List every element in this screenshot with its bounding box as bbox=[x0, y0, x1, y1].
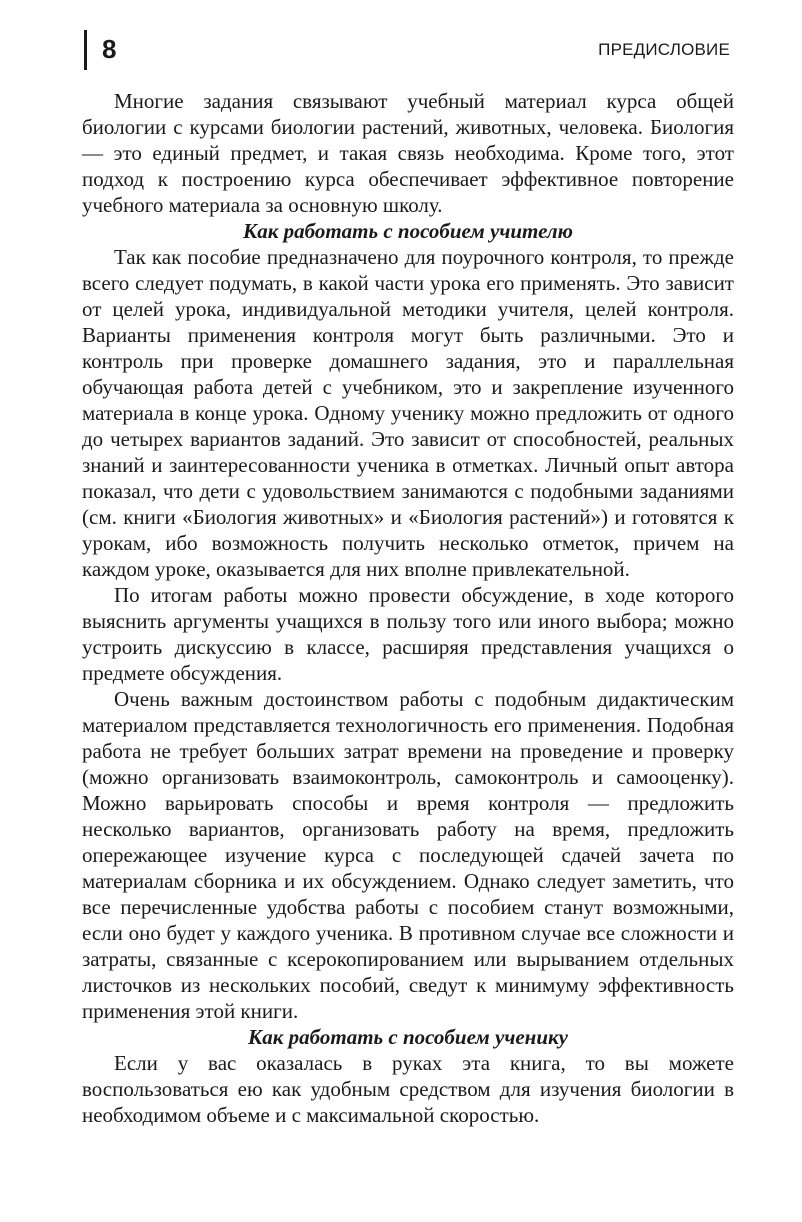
student-section-heading: Как работать с пособием ученику bbox=[248, 1025, 568, 1049]
intro-paragraph: Многие задания связывают учебный материал курса общей биологии с курсами биологии растений, животных, человека. Биология — это единый предмет, и такая связь необходима. Кроме того, этот подход к построению курса обеспечивает эффективное повторение учебного материала за основную школу. bbox=[82, 89, 734, 217]
teacher-paragraph-3: Очень важным достоинством работы с подобным дидактическим материалом представляется технологичность его применения. Подобная работа не требует больших затрат времени на проведение и проверку (можно организовать взаимоконтроль, самоконтроль и самооценку). Можно варьировать способы и время контроля — предложить несколько вариантов, организовать работу на время, предложить опережающее изучение курса с последующей сдачей зачета по материалам сборника и их обсуждением. Однако следует заметить, что все перечисленные удобства работы с пособием станут возможными, если оно будет у каждого ученика. В противном случае все сложности и затраты, связанные с ксерокопированием или вырыванием отдельных листочков из нескольких пособий, сведут к минимуму эффективность применения этой книги. bbox=[82, 687, 734, 1023]
student-paragraph-1: Если у вас оказалась в руках эта книга, то вы можете воспользоваться ею как удобным средством для изучения биологии в необходимом объеме и с максимальной скоростью. bbox=[82, 1051, 734, 1127]
teacher-paragraph-2: По итогам работы можно провести обсуждение, в ходе которого выяснить аргументы учащихся в пользу того или иного выбора; можно устроить дискуссию в классе, расширяя представления учащихся о предмете обсуждения. bbox=[82, 583, 734, 685]
running-head: ПРЕДИСЛОВИЕ bbox=[598, 40, 730, 59]
header-rule bbox=[84, 30, 87, 70]
teacher-paragraph-1: Так как пособие предназначено для поурочного контроля, то прежде всего следует подумать, в какой части урока его применять. Это зависит от целей урока, индивидуальной методики учителя, целей контроля. Варианты применения контроля могут быть различными. Это и контроль при проверке домашнего задания, это и параллельная обучающая работа детей с учебником, это и закрепление изученного материала в конце урока. Одному ученику можно предложить от одного до четырех вариантов заданий. Это зависит от способностей, реальных знаний и заинтересованности ученика в отметках. Личный опыт автора показал, что дети с удовольствием занимаются с подобными заданиями (см. книги «Биология животных» и «Биология растений») и готовятся к урокам, ибо возможность получить несколько отметок, причем на каждом уроке, оказывается для них вполне привлекательной. bbox=[82, 245, 734, 581]
page-number: 8 bbox=[102, 34, 117, 64]
page-body bbox=[82, 88, 734, 1128]
teacher-section-heading: Как работать с пособием учителю bbox=[243, 219, 573, 243]
